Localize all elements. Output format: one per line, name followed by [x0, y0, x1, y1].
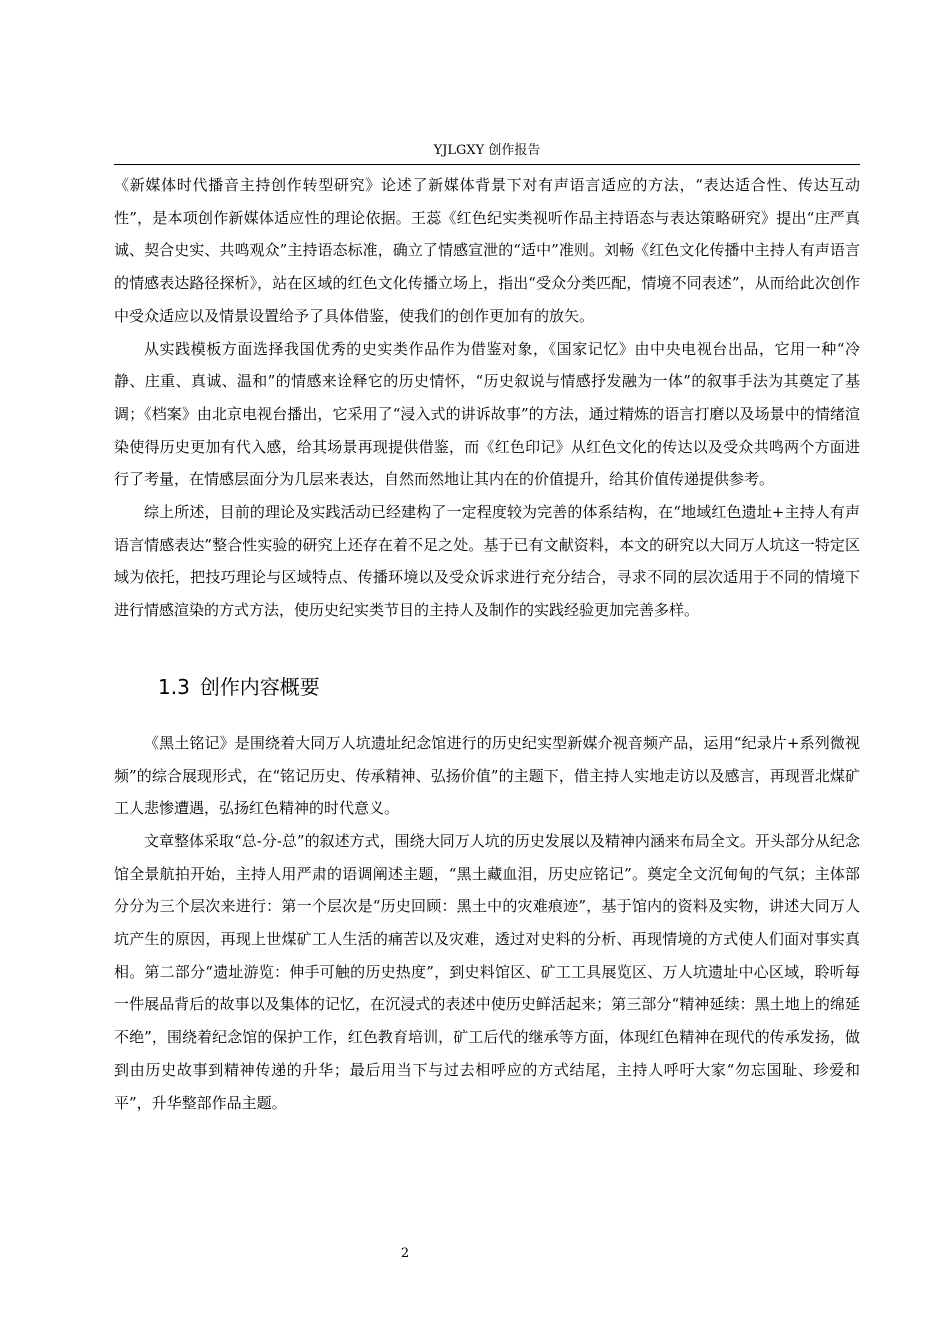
- body-paragraph: 从实践模板方面选择我国优秀的史实类作品作为借鉴对象，《国家记忆》由中央电视台出品，它用一种“冷静、庄重、真诚、温和”的情感来诠释它的历史情怀，“历史叙说与情感抒发融为一体”的叙事手法为其奠定了基调；《档案》由北京电视台播出，它采用了“浸入式的讲诉故事”的方法，通过精炼的语言打磨以及场景中的情绪渲染使得历史更加有代入感，给其场景再现提供借鉴，而《红色印记》从红色文化的传达以及受众共鸣两个方面进行了考量，在情感层面分为几层来表达，自然而然地让其内在的价值提升，给其价值传递提供参考。: [114, 339, 860, 489]
- page-header: YJLGXY 创作报告: [433, 143, 541, 158]
- header-divider: [114, 164, 860, 165]
- section-number: 1.3: [158, 674, 190, 699]
- body-paragraph: 《黑土铭记》是围绕着大同万人坑遗址纪念馆进行的历史纪实型新媒介视音频产品，运用“纪录片+系列微视频”的综合展现形式，在“铭记历史、传承精神、弘扬价值”的主题下，借主持人实地走访以及感言，再现晋北煤矿工人悲惨遭遇，弘扬红色精神的时代意义。: [114, 733, 860, 818]
- body-paragraph: 《新媒体时代播音主持创作转型研究》论述了新媒体背景下对有声语言适应的方法，“表达适合性、传达互动性”，是本项创作新媒体适应性的理论依据。王蕊《红色纪实类视听作品主持语态与表达策略研究》提出“庄严真诚、契合史实、共鸣观众”主持语态标准，确立了情感宣泄的“适中”准则。刘畅《红色文化传播中主持人有声语言的情感表达路径探析》，站在区域的红色文化传播立场上，指出“受众分类匹配，情境不同表述”，从而给此次创作中受众适应以及情景设置给予了具体借鉴，使我们的创作更加有的放矢。: [114, 176, 860, 325]
- page-number: 2: [400, 1246, 410, 1261]
- body-paragraph: 综上所述，目前的理论及实践活动已经建构了一定程度较为完善的体系结构，在“地域红色遗址+主持人有声语言情感表达”整合性实验的研究上还存在着不足之处。基于已有文献资料，本文的研究以大同万人坑这一特定区域为依托，把技巧理论与区域特点、传播环境以及受众诉求进行充分结合，寻求不同的层次适用于不同的情境下进行情感渲染的方式方法，使历史纪实类节目的主持人及制作的实践经验更加完善多样。: [114, 503, 860, 620]
- section-heading: [158, 672, 860, 727]
- section-title: 创作内容概要: [199, 674, 320, 699]
- document-body: [114, 169, 860, 1119]
- body-paragraph: 文章整体采取“总-分-总”的叙述方式，围绕大同万人坑的历史发展以及精神内涵来布局全文。开头部分从纪念馆全景航拍开始，主持人用严肃的语调阐述主题，“黑土藏血泪，历史应铭记”。奠定全文沉甸甸的气氛；主体部分分为三个层次来进行：第一个层次是“历史回顾：黑土中的灾难痕迹”，基于馆内的资料及实物，讲述大同万人坑产生的原因，再现上世煤矿工人生活的痛苦以及灾难，透过对史料的分析、再现情境的方式使人们面对事实真相。第二部分“遗址游览：伸手可触的历史热度”，到史料馆区、矿工工具展览区、万人坑遗址中心区域，聆听每一件展品背后的故事以及集体的记忆，在沉浸式的表述中使历史鲜活起来；第三部分“精神延续：黑土地上的绵延不绝”，围绕着纪念馆的保护工作，红色教育培训，矿工后代的继承等方面，体现红色精神在现代的传承发扬，做到由历史故事到精神传递的升华；最后用当下与过去相呼应的方式结尾，主持人呼吁大家“勿忘国耻、珍爱和平”，升华整部作品主题。: [114, 831, 860, 1112]
